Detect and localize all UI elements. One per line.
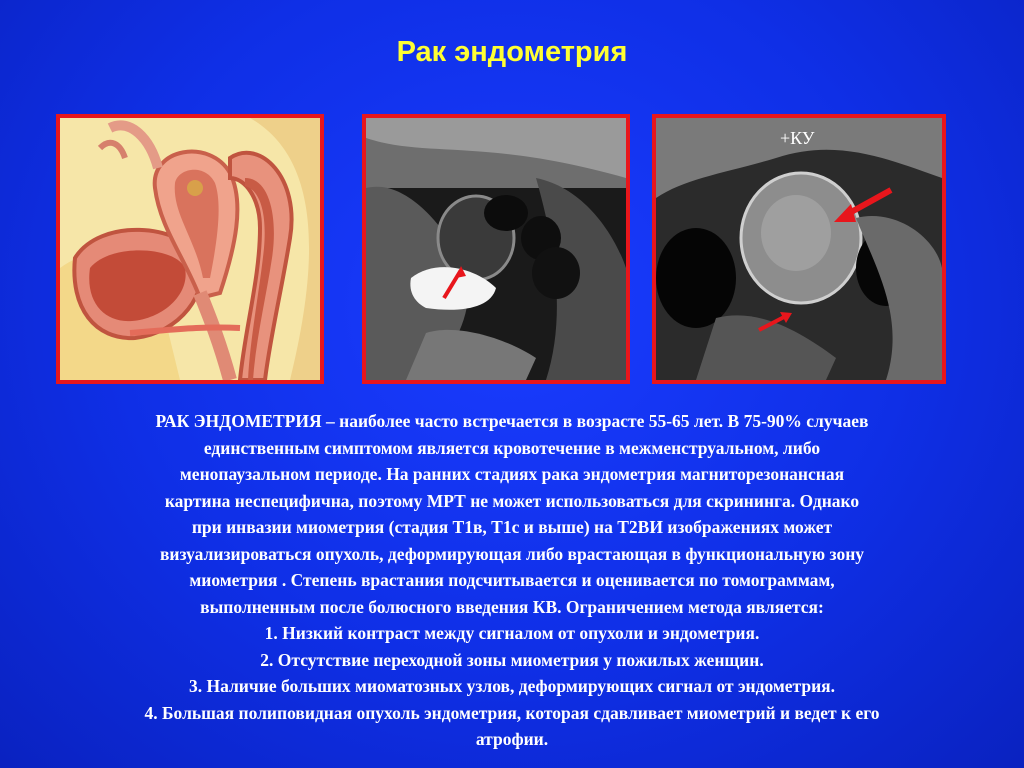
list-item-1: 1. Низкий контраст между сигналом от опухоли и эндометрия.: [264, 623, 760, 643]
list-item-4: 4. Большая полиповидная опухоль эндометрия, которая сдавливает миометрий и ведет к его: [144, 702, 880, 723]
anatomy-illustration-image: [56, 114, 324, 384]
body-line: единственным симптомом является кровотечение в межменструальном, либо: [203, 437, 821, 458]
body-line: РАК ЭНДОМЕТРИЯ – наиболее часто встречается в возрасте 55-65 лет. В 75-90% случаев: [155, 411, 869, 431]
mri-contrast-image: [652, 114, 946, 384]
mri-sagittal-image: [362, 114, 630, 384]
body-line: визуализироваться опухоль, деформирующая либо врастающая в функциональную зону: [159, 543, 865, 564]
contrast-label: +КУ: [780, 128, 815, 148]
slide-title: Рак эндометрия: [396, 36, 628, 68]
body-line: миометрия . Степень врастания подсчитывается и оценивается по томограммам,: [189, 570, 835, 590]
body-text: [20, 408, 1004, 753]
list-item-4-cont: атрофии.: [475, 729, 549, 749]
list-item-2: 2. Отсутствие переходной зоны миометрия у пожилых женщин.: [260, 649, 764, 670]
list-item-3: 3. Наличие больших миоматозных узлов, деформирующих сигнал от эндометрия.: [188, 676, 836, 696]
body-line: выполненным после болюсного введения КВ. Ограничением метода является:: [200, 596, 824, 617]
body-line: при инвазии миометрия (стадия T1в, T1с и выше) на T2ВИ изображениях может: [191, 517, 833, 537]
body-line: картина неспецифична, поэтому МРТ не может использоваться для скрининга. Однако: [164, 490, 860, 511]
body-line: менопаузальном периоде. На ранних стадиях рака эндометрия магниторезонансная: [179, 464, 845, 484]
